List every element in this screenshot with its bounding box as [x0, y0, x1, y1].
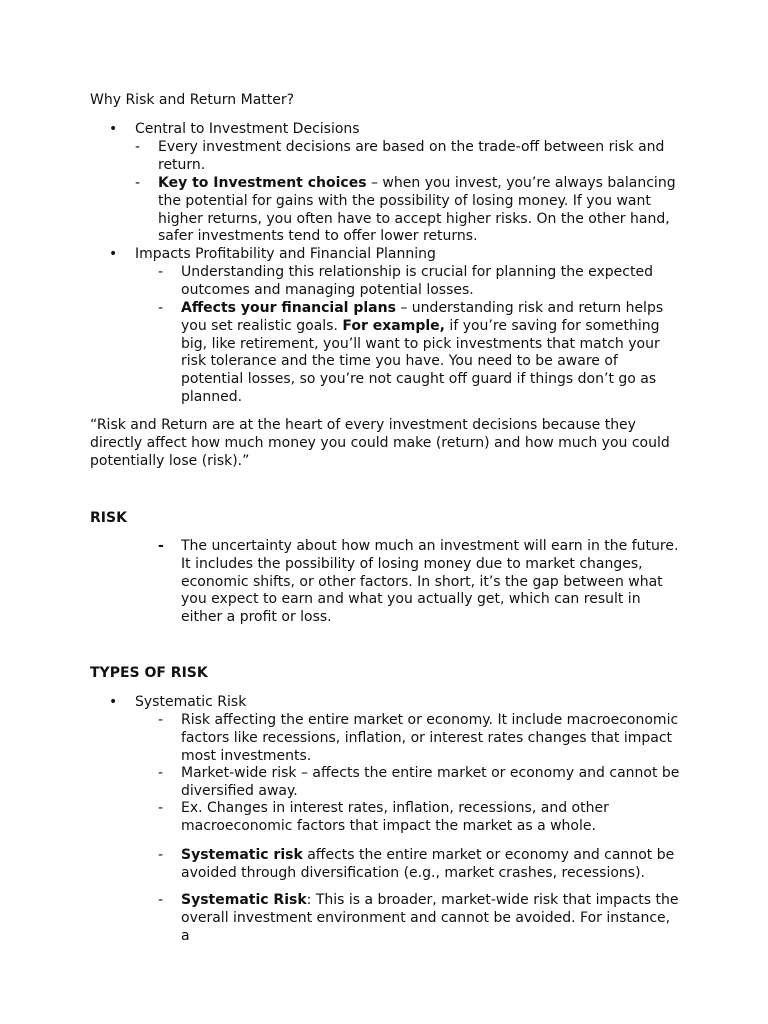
dash-marker: - — [158, 300, 164, 316]
sub-item-risk-affecting-market: Risk affecting the entire market or economy. It include macroeconomic factors like recessions, inflation, or interest rates changes that impact most investments. — [181, 712, 679, 764]
sub-item-key-to-investment-choices — [158, 175, 678, 246]
dash-marker: - — [158, 892, 164, 908]
sub-item-affects-financial-plans — [181, 300, 681, 407]
risk-definition: The uncertainty about how much an investment will earn in the future. It includes the possibility of losing money due to market changes, economic shifts, or other factors. In short, it’s the gap between what you expect to earn and what you actually get, which can result in either a profit or loss. — [181, 538, 679, 626]
sub-item-understanding-relationship: Understanding this relationship is crucial for planning the expected outcomes and managing potential losses. — [181, 264, 653, 298]
bullet-marker: • — [109, 246, 118, 262]
sub-item-systematic-risk-broader — [181, 892, 681, 945]
sub-item-trade-off: Every investment decisions are based on the trade-off between risk and return. — [158, 139, 665, 173]
types-of-risk-heading: TYPES OF RISK — [90, 665, 208, 681]
sub-item-systematic-risk-diversification — [181, 847, 681, 883]
bold-term: Systematic risk — [181, 847, 303, 863]
bold-term: For example, — [342, 317, 445, 334]
bold-term: Systematic Risk — [181, 892, 307, 908]
dash-marker: - — [158, 800, 164, 816]
bullet-central-investment-decisions: Central to Investment Decisions — [135, 121, 360, 137]
sub-item-example-changes: Ex. Changes in interest rates, inflation, recessions, and other macroeconomic factors that impact the market as a whole. — [181, 800, 609, 834]
dash-marker: - — [135, 139, 141, 155]
sub-item-text: – when you invest, you’re always balancing the potential for gains with the possibility of losing money. If you want higher returns, you often have to accept higher risks. On the other hand, safer investments tend to offer lower returns. — [158, 175, 676, 245]
bullet-marker: • — [109, 694, 118, 710]
sub-item-market-wide-risk: Market-wide risk – affects the entire market or economy and cannot be diversified away. — [181, 765, 680, 799]
sub-item-text: – understanding risk and return helps you set realistic goals. — [181, 300, 664, 334]
dash-marker: - — [135, 175, 141, 191]
sub-item-text: if you’re saving for something big, like retirement, you’ll want to pick investments that match your risk tolerance and the time you have. You need to be aware of potential losses, so you’re not caught off guard if things don’t go as planned. — [181, 317, 660, 405]
bullet-marker: • — [109, 121, 118, 137]
sub-item-text: : This is a broader, market-wide risk that impacts the overall investment environment and cannot be avoided. For instance, a — [181, 892, 679, 944]
dash-marker: - — [158, 765, 164, 781]
dash-marker: - — [158, 847, 164, 863]
quote-paragraph: “Risk and Return are at the heart of every investment decisions because they directly affect how much money you could make (return) and how much you could potentially lose (risk).” — [90, 417, 670, 469]
bold-term: Affects your financial plans — [181, 300, 396, 316]
bullet-systematic-risk: Systematic Risk — [135, 694, 247, 710]
bullet-impacts-profitability: Impacts Profitability and Financial Planning — [135, 246, 436, 262]
risk-heading: RISK — [90, 510, 127, 526]
page-title: Why Risk and Return Matter? — [90, 92, 295, 108]
sub-item-text: affects the entire market or economy and cannot be avoided through diversification (e.g., market crashes, recessions). — [181, 847, 675, 881]
dash-marker: - — [158, 538, 164, 554]
bold-term: Key to Investment choices — [158, 175, 367, 191]
dash-marker: - — [158, 712, 164, 728]
dash-marker: - — [158, 264, 164, 280]
